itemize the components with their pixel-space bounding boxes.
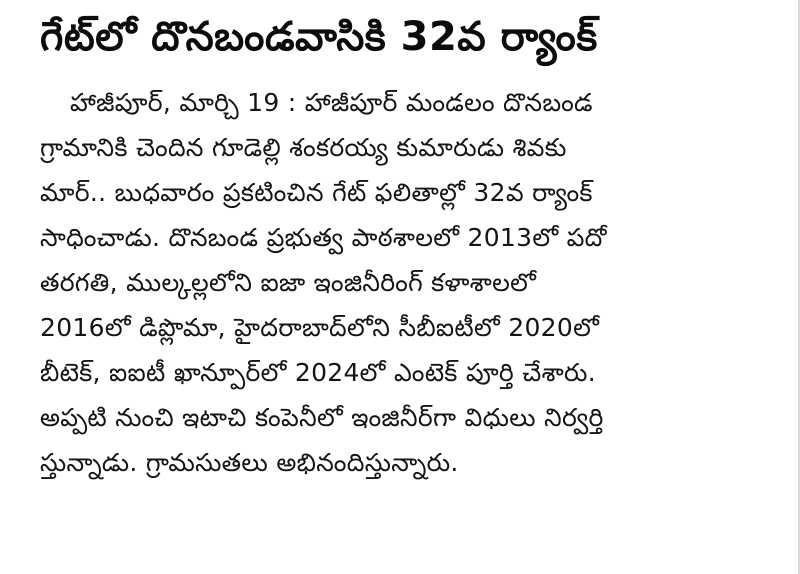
article-line-8: అప్పటి నుంచి ఇటాచి కంపెనీలో ఇంజినీర్‌గా విధులు నిర్వర్తి xyxy=(40,403,604,432)
article-line-4: సాధించాడు. దొనబండ ప్రభుత్వ పాఠశాలలో 2013లో పదో xyxy=(40,223,607,252)
article-line-3: మార్.. బుధవారం ప్రకటించిన గేట్ ఫలితాల్లో 32వ ర్యాంక్ xyxy=(40,178,593,207)
article-line-7: బీటెక్, ఐఐటీ ఖాన్పూర్‌లో 2024లో ఎంటెక్ పూర్తి చేశారు. xyxy=(40,358,596,387)
article-line-6: 2016లో డిప్లొమా, హైదరాబాద్‌లోని సీబీఐటీలో 2020లో xyxy=(40,313,600,342)
article-line-9: స్తున్నాడు. గ్రామసుతలు అభినందిస్తున్నారు. xyxy=(40,448,459,477)
article-body xyxy=(40,80,730,485)
article-line-2: గ్రామానికి చెందిన గూడెల్లి శంకరయ్య కుమారుడు శివకు xyxy=(40,133,567,162)
article-line-1: హాజీపూర్, మార్చి 19 : హాజీపూర్ మండలం దొనబండ xyxy=(70,88,593,117)
article-line-5: తరగతి, ముల్కల్లలోని ఐజా ఇంజినీరింగ్ కళాశాలలో xyxy=(40,268,537,297)
article-headline: గేట్‌లో దొనబండవాసికి 32వ ర్యాంక్ xyxy=(40,14,598,60)
